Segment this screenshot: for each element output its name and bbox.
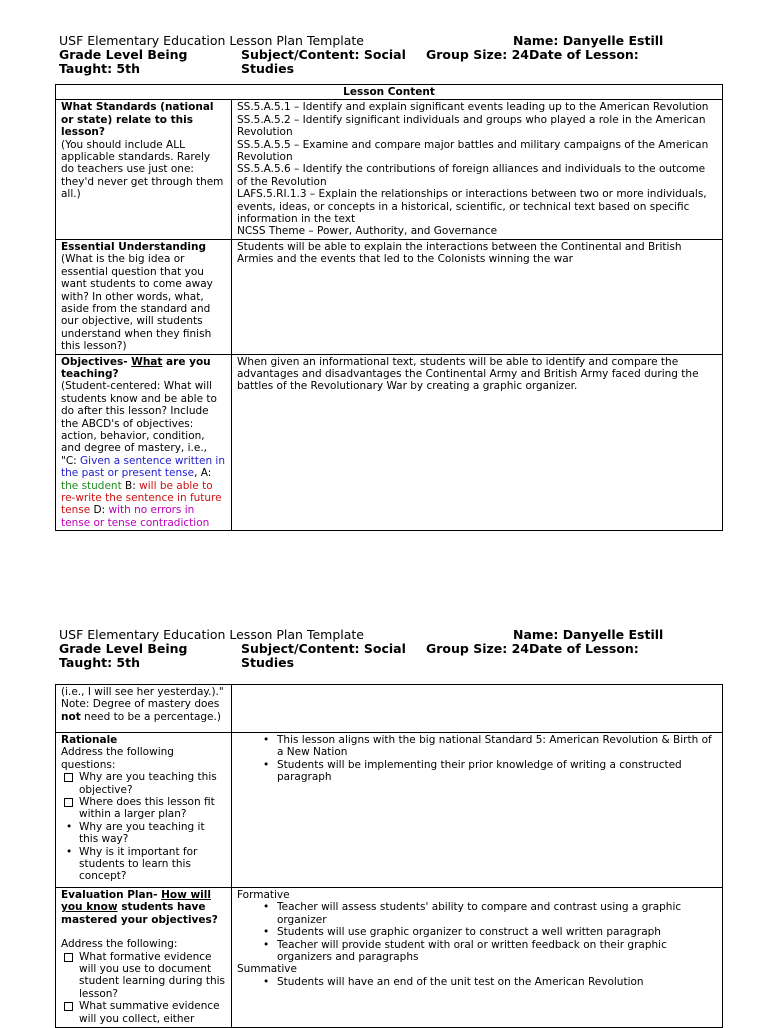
degree-example: with no errors in tense or tense contradiction xyxy=(61,504,210,529)
teacher-name: Name: Danyelle Estill xyxy=(513,627,664,642)
evaluation-label-pre: Evaluation Plan- xyxy=(61,889,162,901)
list-item: • Why is it important for students to learn this concept? xyxy=(61,846,226,883)
a-prefix: , A: xyxy=(194,467,212,480)
list-item: Where does this lesson fit within a larger plan? xyxy=(61,796,226,821)
rationale-content xyxy=(232,733,723,888)
standards-content xyxy=(232,100,723,239)
teacher-name: Name: Danyelle Estill xyxy=(513,33,664,48)
grade-level: Grade Level Being Taught: 5th xyxy=(59,641,188,670)
essential-label: Essential Understanding xyxy=(61,240,206,253)
evaluation-intro: Address the following: xyxy=(61,938,178,951)
standards-label-cell xyxy=(56,100,232,239)
standard-line: NCSS Theme – Power, Authority, and Governance xyxy=(237,225,498,238)
objectives-label xyxy=(61,356,211,380)
objectives-label-pre: Objectives- xyxy=(61,355,132,368)
objectives-continued-row xyxy=(56,685,723,733)
evaluation-questions xyxy=(61,951,226,1025)
objectives-note-text: (Student-centered: What will students know and be able to do after this lesson? Include the ABCD's of objectives: action, behavior, condition, and degree of mastery, i.e., "C: xyxy=(61,380,217,467)
rationale-intro: Address the following questions: xyxy=(61,746,174,771)
standard-line: SS.5.A.5.1 – Identify and explain significant events leading up to the American Revolution xyxy=(237,101,709,114)
template-title: USF Elementary Education Lesson Plan Template xyxy=(59,627,364,642)
evaluation-label-post: students have mastered your objectives? xyxy=(61,901,218,926)
mastery-pre: Note: Degree of mastery does xyxy=(61,698,220,711)
standard-line: SS.5.A.5.5 – Examine and compare major battles and military campaigns of the American Revolution xyxy=(237,138,709,164)
page-header xyxy=(55,628,723,678)
lesson-content-table xyxy=(55,84,723,531)
summative-list xyxy=(237,976,717,988)
standard-line: SS.5.A.5.6 – Identify the contributions of foreign alliances and individuals to the outcome of the Revolution xyxy=(237,163,706,188)
b-prefix: B: xyxy=(121,479,140,492)
evaluation-row xyxy=(56,888,723,1028)
list-item: • Students will be implementing their prior knowledge of writing a constructed paragraph xyxy=(237,759,717,784)
list-item: • Teacher will provide student with oral or written feedback on their graphic organizers and paragraphs xyxy=(237,939,717,964)
objectives-label-cell xyxy=(56,354,232,531)
mastery-not: not xyxy=(61,710,81,723)
essential-content: Students will be able to explain the interactions between the Continental and British Armies and the events that led to the Colonists winning the war xyxy=(232,239,723,354)
grade-level: Grade Level Being Taught: 5th xyxy=(59,47,188,76)
objectives-continued-empty xyxy=(232,685,723,733)
essential-note: (What is the big idea or essential question that you want students to come away with? In other words, what, aside from the standard and our objective, will students understand when they finish this lesson?) xyxy=(61,253,213,353)
essential-label-cell xyxy=(56,239,232,354)
formative-label: Formative xyxy=(237,889,290,901)
group-size: Group Size: 24Date of Lesson: xyxy=(426,641,639,656)
objectives-continued-note: (i.e., I will see her yesterday.)." xyxy=(61,686,224,698)
rationale-points xyxy=(237,734,717,784)
objectives-row xyxy=(56,354,723,531)
evaluation-label xyxy=(61,889,218,926)
standards-label: What Standards (national or state) relate to this lesson? xyxy=(61,101,214,139)
list-item: • Students will use graphic organizer to construct a well written paragraph xyxy=(237,926,717,938)
actor-example: the student xyxy=(61,479,122,492)
list-item: Why are you teaching this objective? xyxy=(61,771,226,796)
list-item: • This lesson aligns with the big national Standard 5: American Revolution & Birth of a New Nation xyxy=(237,734,717,759)
evaluation-content xyxy=(232,888,723,1028)
standard-line: LAFS.5.RI.1.3 – Explain the relationships or interactions between two or more individuals, events, ideas, or concepts in a historical, scientific, or technical text based on specific information in the text xyxy=(237,188,707,226)
page-header xyxy=(55,34,723,84)
list-item: • Students will have an end of the unit test on the American Revolution xyxy=(237,976,717,988)
rationale-questions xyxy=(61,771,226,883)
mastery-note xyxy=(61,698,226,723)
page-1 xyxy=(55,34,723,531)
summative-label: Summative xyxy=(237,963,297,976)
objectives-continued-cell xyxy=(56,685,232,733)
standards-row xyxy=(56,100,723,239)
group-size: Group Size: 24Date of Lesson: xyxy=(426,47,639,62)
objectives-label-post: are you teaching? xyxy=(61,355,211,380)
objectives-content: When given an informational text, students will be able to identify and compare the advantages and disadvantages the Continental Army and British Army faced during the battles of the Revolutionary War by creating a graphic organizer. xyxy=(232,354,723,531)
objectives-note xyxy=(61,380,226,529)
formative-list xyxy=(237,901,717,963)
rationale-label: Rationale xyxy=(61,734,118,746)
standards-note: (You should include ALL applicable standards. Rarely do teachers use just one: they'd never get through them all.) xyxy=(61,138,224,201)
behavior-example: will be able to re-write the sentence in future tense xyxy=(61,479,222,517)
list-item: What formative evidence will you use to document student learning during this lesson? xyxy=(61,951,226,1001)
list-item: What summative evidence will you collect, either xyxy=(61,1000,226,1025)
rationale-label-cell xyxy=(56,733,232,888)
standard-line: SS.5.A.5.2 – Identify significant individuals and groups who played a role in the American Revolution xyxy=(237,113,706,139)
evaluation-label-cell xyxy=(56,888,232,1028)
subject-content: Subject/Content: Social Studies xyxy=(241,47,406,76)
table-title: Lesson Content xyxy=(56,85,723,100)
lesson-content-table-continued xyxy=(55,684,723,1028)
mastery-post: need to be a percentage.) xyxy=(80,710,221,723)
rationale-row xyxy=(56,733,723,888)
evaluation-label-how: How will you know xyxy=(61,889,211,914)
template-title: USF Elementary Education Lesson Plan Template xyxy=(59,33,364,48)
list-item: • Why are you teaching it this way? xyxy=(61,821,226,846)
page-2 xyxy=(55,628,723,1028)
condition-example: Given a sentence written in the past or present tense xyxy=(61,454,226,480)
list-item: • Teacher will assess students' ability to compare and contrast using a graphic organizer xyxy=(237,901,717,926)
objectives-label-what: What xyxy=(131,355,163,368)
d-prefix: D: xyxy=(90,504,109,517)
essential-row xyxy=(56,239,723,354)
subject-content: Subject/Content: Social Studies xyxy=(241,641,406,670)
